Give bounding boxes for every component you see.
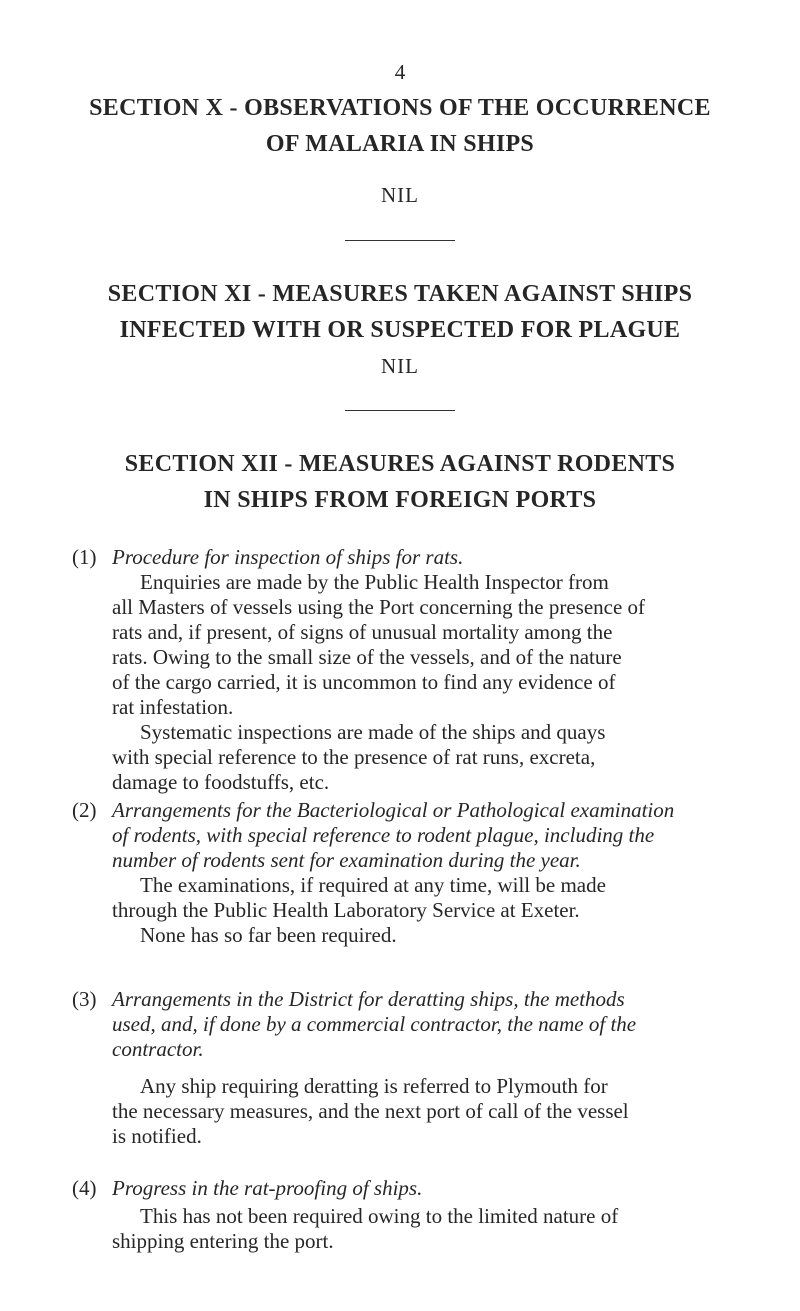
text-line: The examinations, if required at any time, will be made [140,873,606,897]
text-line: damage to foodstuffs, etc. [112,770,330,794]
text-line: is notified. [112,1124,202,1148]
paragraph [112,720,732,795]
section-divider [345,410,455,411]
title-line: of rodents, with special reference to rodent plague, including the [112,823,655,847]
item-number: (1) [72,545,97,569]
paragraph [112,923,732,948]
paragraph [112,1204,732,1254]
item-number: (4) [72,1176,97,1200]
title-line: used, and, if done by a commercial contractor, the name of the [112,1012,637,1036]
text-line: the necessary measures, and the next port of call of the vessel [112,1099,629,1123]
text-line: rats. Owing to the small size of the vessels, and of the nature [112,645,622,669]
section-x-heading [0,90,800,162]
page-number: 4 [394,60,406,84]
text-line: None has so far been required. [140,923,397,947]
title-line: contractor. [112,1037,204,1061]
list-item [72,1176,732,1254]
title-line: Procedure for inspection of ships for rats. [112,545,464,569]
section-divider [345,240,455,241]
section-x-body: NIL [381,183,419,207]
item-title [112,1176,732,1201]
heading-line: IN SHIPS FROM FOREIGN PORTS [203,487,597,513]
text-line: Enquiries are made by the Public Health Inspector from [140,570,609,594]
item-number: (3) [72,987,97,1011]
item-title [112,987,732,1062]
paragraph [112,570,732,720]
text-line: through the Public Health Laboratory Service at Exeter. [112,898,580,922]
section-xi-body: NIL [381,354,419,378]
text-line: with special reference to the presence of rat runs, excreta, [112,745,596,769]
title-line: Arrangements for the Bacteriological or Pathological examination [112,798,675,822]
list-item [72,798,732,948]
text-line: rat infestation. [112,695,234,719]
text-line: all Masters of vessels using the Port concerning the presence of [112,595,646,619]
title-line: Arrangements in the District for deratting ships, the methods [112,987,625,1011]
item-number: (2) [72,798,97,822]
title-line: Progress in the rat-proofing of ships. [112,1176,423,1200]
list-item [72,545,732,795]
section-xii-heading [0,446,800,518]
list-item [72,987,732,1149]
heading-line: INFECTED WITH OR SUSPECTED FOR PLAGUE [119,317,681,343]
text-line: Any ship requiring deratting is referred to Plymouth for [140,1074,608,1098]
text-line: This has not been required owing to the limited nature of [140,1204,619,1228]
text-line: Systematic inspections are made of the ships and quays [140,720,606,744]
item-title [112,798,732,873]
text-line: of the cargo carried, it is uncommon to find any evidence of [112,670,616,694]
paragraph [112,873,732,923]
text-line: rats and, if present, of signs of unusual mortality among the [112,620,613,644]
section-xi-heading [0,276,800,348]
item-title [112,545,732,570]
heading-line: OF MALARIA IN SHIPS [265,131,535,157]
title-line: number of rodents sent for examination during the year. [112,848,581,872]
heading-line: SECTION XI - MEASURES TAKEN AGAINST SHIPS [107,281,693,307]
text-line: shipping entering the port. [112,1229,334,1253]
paragraph [112,1074,732,1149]
heading-line: SECTION X - OBSERVATIONS OF THE OCCURRENCE [89,95,711,121]
heading-line: SECTION XII - MEASURES AGAINST RODENTS [124,451,676,477]
